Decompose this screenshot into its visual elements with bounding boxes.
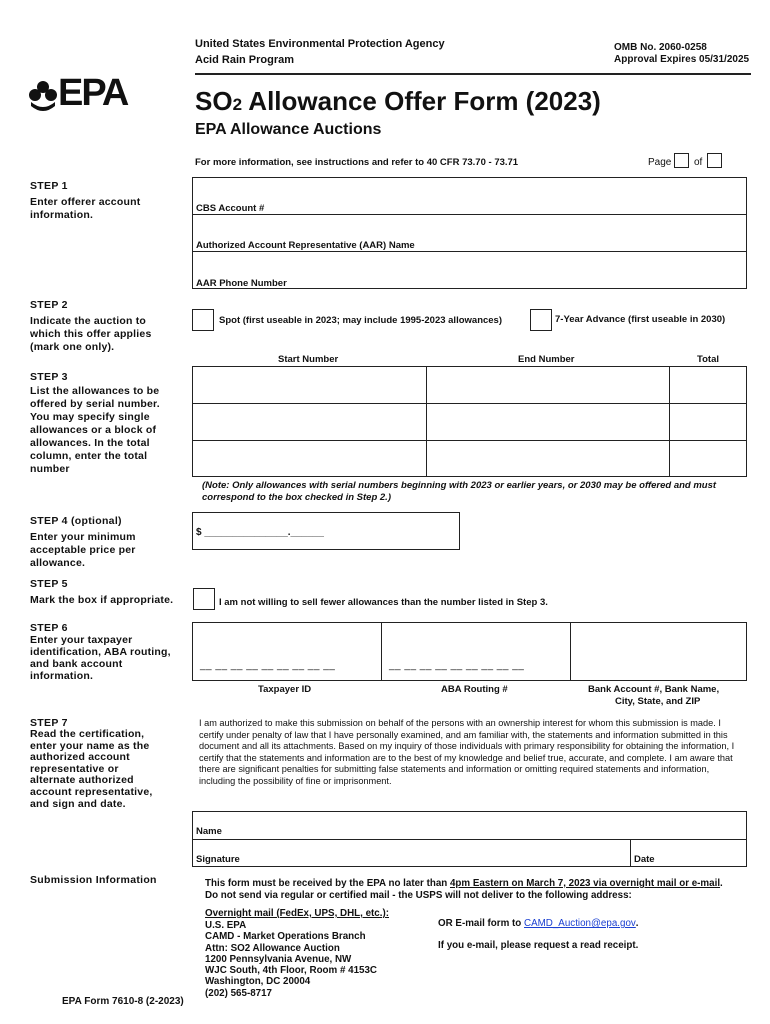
- signature-divider: [192, 839, 747, 840]
- step2-text: Indicate the auction to which this offer applies (mark one only).: [30, 315, 152, 353]
- end-number-input[interactable]: [427, 441, 669, 476]
- step4-heading: STEP 4 (optional): [30, 515, 122, 527]
- info-text: For more information, see instructions and refer to 40 CFR 73.70 - 73.71: [195, 157, 519, 168]
- step1-divider: [192, 214, 747, 215]
- step3-text: List the allowances to be offered by serial number. You may specify single allowances or a block of allowances. In the total column, enter the total number: [30, 385, 160, 475]
- page-number-box[interactable]: [674, 153, 689, 168]
- step3-note: (Note: Only allowances with serial numbers beginning with 2023 or earlier years, or 2030 may be offered and must correspond to the box checked in Step 2.): [202, 480, 717, 503]
- aba-routing-label: ABA Routing #: [441, 684, 508, 695]
- omb-number: OMB No. 2060-0258: [614, 42, 707, 53]
- aar-name-field[interactable]: Authorized Account Representative (AAR) Name: [196, 240, 415, 251]
- start-number-input[interactable]: [193, 404, 426, 440]
- form-subtitle: EPA Allowance Auctions: [195, 121, 382, 138]
- end-number-input[interactable]: [427, 367, 669, 403]
- header-rule: [195, 73, 751, 75]
- step1-box: [192, 177, 747, 289]
- email-instruction: OR E-mail form to CAMD_Auction@epa.gov.: [438, 918, 639, 929]
- step4-text: Enter your minimum acceptable price per allowance.: [30, 531, 136, 569]
- no-partial-sale-label: I am not willing to sell fewer allowances than the number listed in Step 3.: [219, 597, 548, 608]
- name-field[interactable]: Name: [196, 826, 222, 837]
- step6-heading: STEP 6: [30, 622, 68, 634]
- aar-phone-field[interactable]: AAR Phone Number: [196, 278, 287, 289]
- submission-heading: Submission Information: [30, 874, 157, 886]
- start-number-input[interactable]: [193, 441, 426, 476]
- taxpayer-id-input[interactable]: [193, 623, 381, 680]
- step1-heading: STEP 1: [30, 180, 68, 192]
- aba-routing-input[interactable]: [382, 623, 570, 680]
- total-input[interactable]: [670, 404, 746, 440]
- step3-heading: STEP 3: [30, 371, 68, 383]
- col-start-number: Start Number: [278, 354, 339, 365]
- page-label: Page: [648, 157, 672, 168]
- agency-name: United States Environmental Protection Agency: [195, 38, 445, 50]
- step1-divider: [192, 251, 747, 252]
- min-price-blank: $ _______________.______: [196, 527, 324, 538]
- spot-checkbox[interactable]: [192, 309, 214, 331]
- overnight-mail-heading: Overnight mail (FedEx, UPS, DHL, etc.):: [205, 908, 389, 919]
- no-partial-sale-checkbox[interactable]: [193, 588, 215, 610]
- program-name: Acid Rain Program: [195, 54, 295, 66]
- col-total: Total: [697, 354, 719, 365]
- step5-text: Mark the box if appropriate.: [30, 594, 174, 606]
- taxpayer-id-label: Taxpayer ID: [258, 684, 312, 695]
- step1-text: Enter offerer account information.: [30, 196, 141, 221]
- epa-flower-icon: [28, 78, 58, 114]
- epa-logo: [28, 72, 128, 116]
- total-input[interactable]: [670, 367, 746, 403]
- spot-label: Spot (first useable in 2023; may include 1995-2023 allowances): [219, 315, 503, 326]
- date-field[interactable]: Date: [634, 854, 655, 865]
- page-total-box[interactable]: [707, 153, 722, 168]
- col-end-number: End Number: [518, 354, 575, 365]
- form-number: EPA Form 7610-8 (2-2023): [62, 996, 184, 1007]
- step7-heading: STEP 7: [30, 717, 68, 729]
- step7-text: Read the certification, enter your name as the authorized account representative or alternate authorized account representative, and sign and date.: [30, 728, 153, 810]
- approval-date: Approval Expires 05/31/2025: [614, 54, 750, 65]
- bank-label-line1: Bank Account #, Bank Name,: [588, 684, 720, 695]
- step6-text: Enter your taxpayer identification, ABA routing, and bank account information.: [30, 634, 171, 682]
- advance-label: 7-Year Advance (first useable in 2030): [555, 314, 726, 325]
- end-number-input[interactable]: [427, 404, 669, 440]
- of-label: of: [694, 157, 703, 168]
- form-title: SO2 Allowance Offer Form (2023): [195, 86, 601, 116]
- date-divider: [630, 839, 631, 867]
- bank-label-line2: City, State, and ZIP: [615, 696, 701, 707]
- taxpayer-id-blanks: __ __ __ __ __ __ __ __ __: [200, 660, 336, 671]
- mailing-address: U.S. EPA CAMD - Market Operations Branch Attn: SO2 Allowance Auction 1200 Pennsylvania Avenue, NW WJC South, 4th Floor, Room # 4153C Washington, DC 20004 (202) 565-8717: [205, 920, 378, 999]
- signature-field[interactable]: Signature: [196, 854, 240, 865]
- submission-deadline: This form must be received by the EPA no later than 4pm Eastern on March 7, 2023 via overnight mail or e-mail. Do not send via regular or certified mail - the USPS will not deliver to the following address:: [205, 878, 723, 901]
- start-number-input[interactable]: [193, 367, 426, 403]
- step2-heading: STEP 2: [30, 299, 68, 311]
- bank-account-input[interactable]: [571, 623, 746, 680]
- advance-checkbox[interactable]: [530, 309, 552, 331]
- email-link[interactable]: CAMD_Auction@epa.gov: [524, 918, 636, 929]
- logo-text: EPA: [58, 72, 128, 114]
- certification-text: I am authorized to make this submission on behalf of the persons with an ownership interest for whom this submission is made. I certify under penalty of law that I have personally examined, and am familiar with, the statements and information submitted in this document and all its attachments. Based on my inquiry of those individuals with primary responsibility for obtaining the information, I certify that the statements and information are to the best of my knowledge and belief true, accurate, and complete. I am aware that there are significant penalties for submitting false statements and information or omitting required statements and information, including the possibility of fine or imprisonment.: [199, 718, 735, 786]
- step5-heading: STEP 5: [30, 578, 68, 590]
- total-input[interactable]: [670, 441, 746, 476]
- cbs-account-field[interactable]: CBS Account #: [196, 203, 265, 214]
- read-receipt-note: If you e-mail, please request a read receipt.: [438, 940, 639, 951]
- aba-routing-blanks: __ __ __ __ __ __ __ __ __: [389, 660, 525, 671]
